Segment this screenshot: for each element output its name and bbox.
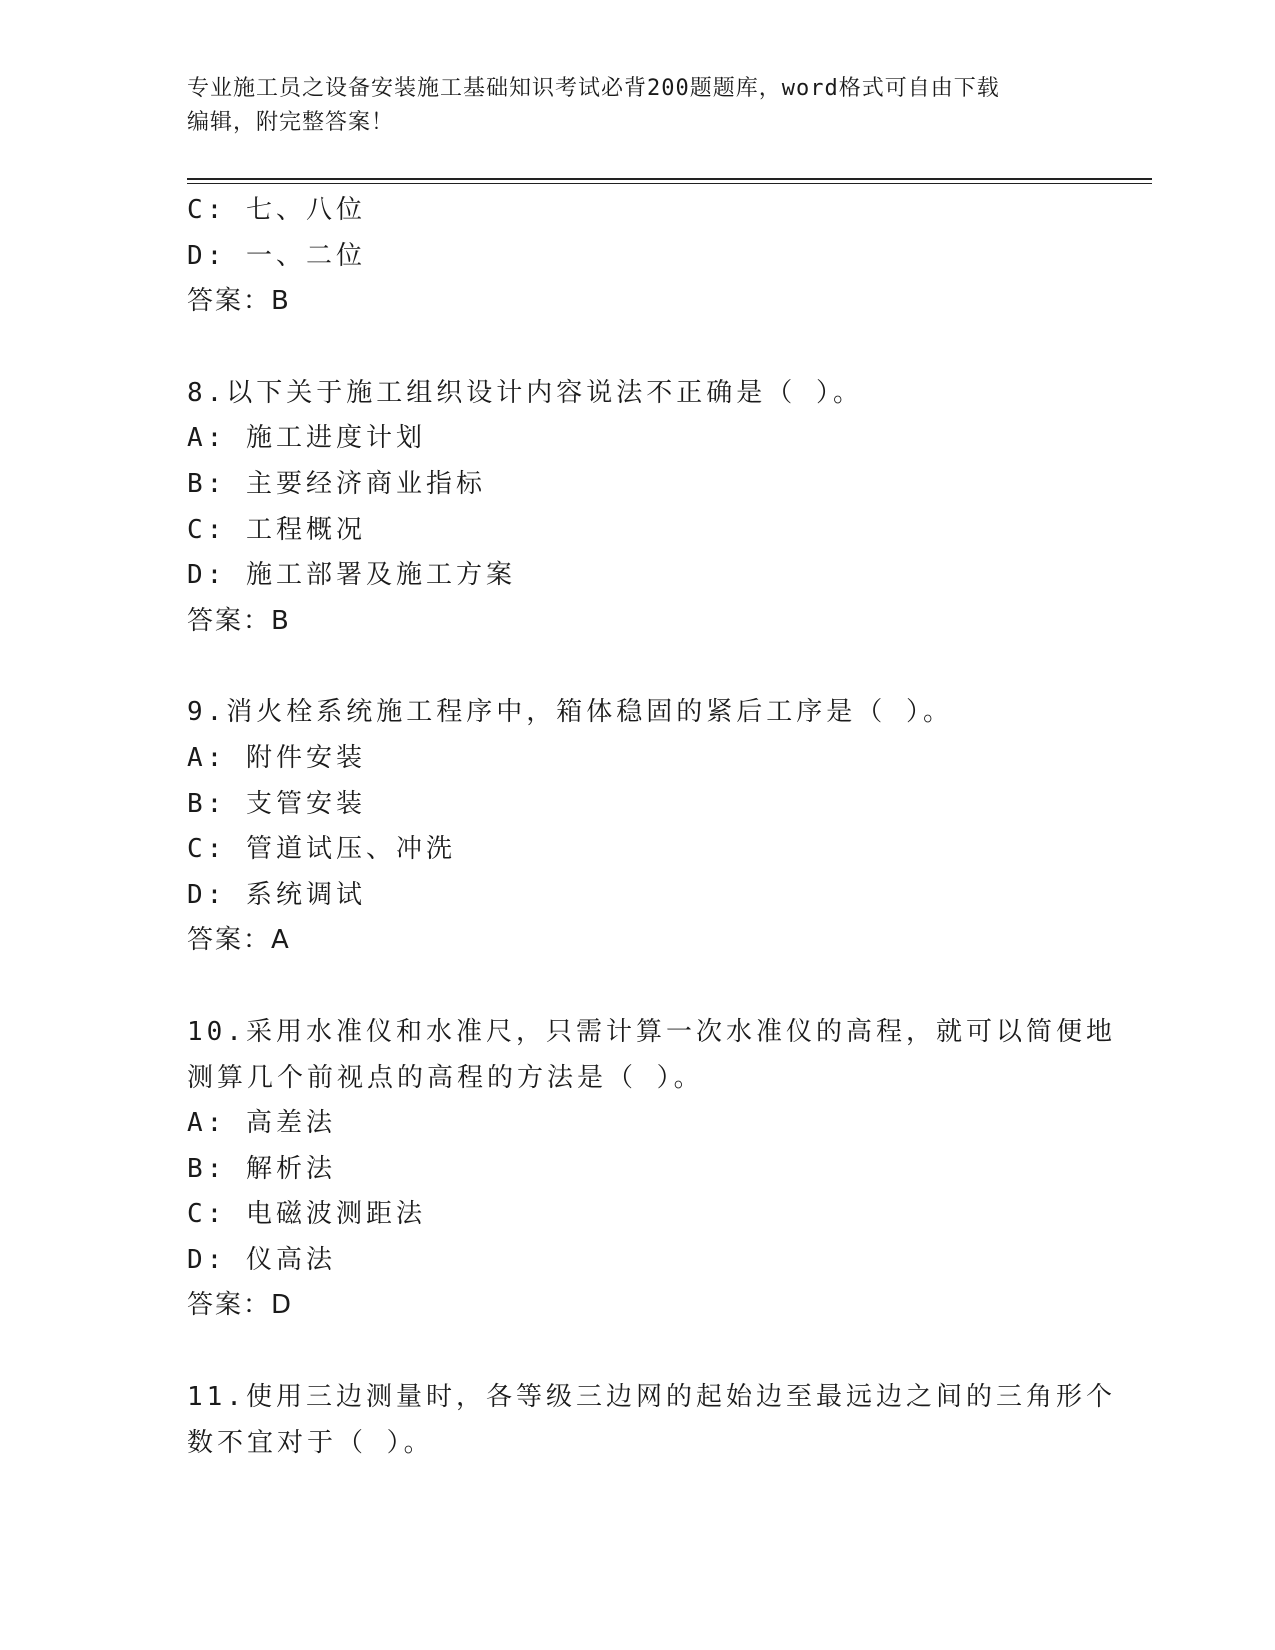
option-b: B: 解析法: [187, 1153, 336, 1184]
question-text-line-1: 10.采用水准仪和水准尺，只需计算一次水准仪的高程，就可以简便地: [187, 1016, 1116, 1047]
question-7-continuation: [187, 188, 1087, 325]
option-d: D: 仪高法: [187, 1244, 336, 1275]
answer-line: 答案：A: [187, 925, 291, 956]
document-body: [187, 188, 1116, 1466]
question-text-line-1: 11.使用三边测量时，各等级三边网的起始边至最远边之间的三角形个: [187, 1382, 1116, 1413]
option-d: D: 施工部署及施工方案: [187, 560, 516, 591]
answer-line: 答案：B: [187, 286, 291, 317]
option-b: B: 支管安装: [187, 788, 366, 819]
question-text: 8.以下关于施工组织设计内容说法不正确是（ ）。: [187, 377, 863, 408]
option-c: C: 工程概况: [187, 514, 366, 545]
header-title-line-2: 编辑，附完整答案！: [187, 110, 395, 135]
option-c: C: 管道试压、冲洗: [187, 834, 456, 865]
option-d: D: 系统调试: [187, 879, 366, 910]
question-text: 9.消火栓系统施工程序中，箱体稳固的紧后工序是（ ）。: [187, 697, 953, 728]
question-8: [187, 371, 1087, 645]
question-11: [187, 1375, 1116, 1466]
option-c: C: 七、八位: [187, 195, 366, 225]
option-b: B: 主要经济商业指标: [187, 468, 486, 499]
answer-line: 答案：B: [187, 605, 291, 636]
header-divider-thick: [187, 178, 1152, 180]
option-a: A: 施工进度计划: [187, 423, 426, 454]
question-text-line-2: 测算几个前视点的高程的方法是（ ）。: [187, 1062, 704, 1093]
question-9: [187, 690, 1087, 964]
option-a: A: 附件安装: [187, 742, 366, 773]
option-c: C: 电磁波测距法: [187, 1199, 426, 1230]
document-header: [187, 72, 1087, 140]
option-a: A: 高差法: [187, 1108, 336, 1139]
answer-line: 答案：D: [187, 1290, 294, 1321]
question-text-line-2: 数不宜对于（ ）。: [187, 1427, 434, 1458]
option-d: D: 一、二位: [187, 240, 366, 271]
question-10: [187, 1010, 1116, 1329]
header-title-line-1: 专业施工员之设备安装施工基础知识考试必背200题题库，word格式可自由下载: [187, 76, 1000, 101]
header-divider-thin: [187, 183, 1152, 184]
